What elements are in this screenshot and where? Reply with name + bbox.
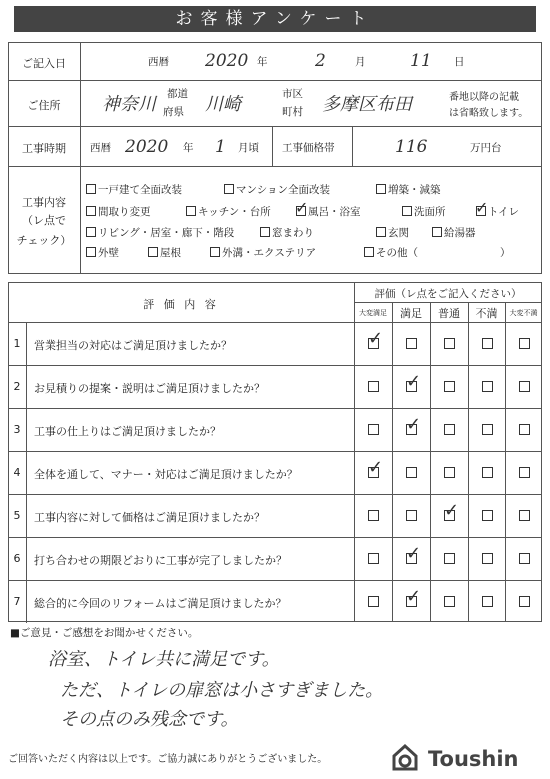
- address-note-1: 番地以降の記載: [449, 92, 519, 103]
- rating-checkbox[interactable]: [368, 510, 379, 521]
- work-option[interactable]: [364, 245, 418, 260]
- work-option[interactable]: [86, 204, 151, 219]
- rating-checkbox[interactable]: [444, 553, 455, 564]
- rating-col-header: 普通: [438, 307, 460, 320]
- entry-day: 11: [410, 51, 432, 71]
- rating-col-header: 不満: [475, 307, 498, 320]
- rating-checkbox[interactable]: [482, 381, 493, 392]
- row-divider: [8, 494, 542, 495]
- question-number: 2: [13, 380, 21, 393]
- rating-checkbox[interactable]: [368, 596, 379, 607]
- rating-checkbox[interactable]: [368, 424, 379, 435]
- row-divider: [8, 580, 542, 581]
- label-divider: [80, 42, 81, 274]
- row-divider: [8, 537, 542, 538]
- work-option[interactable]: [210, 245, 316, 260]
- number-divider: [26, 322, 27, 623]
- rating-col-header: 大変満足: [359, 309, 387, 317]
- checkbox[interactable]: [260, 227, 270, 237]
- work-label-1: 工事内容: [22, 196, 66, 209]
- comment-line-1: 浴室、トイレ共に満足です。: [48, 649, 280, 670]
- rating-checkbox[interactable]: [482, 338, 493, 349]
- rating-checkbox[interactable]: [519, 467, 530, 478]
- footer-thanks: ご回答いただく内容は以上です。ご協力誠にありがとうございました。: [8, 754, 328, 765]
- row-divider: [8, 408, 542, 409]
- work-option[interactable]: [86, 245, 119, 260]
- rating-checkbox[interactable]: [519, 596, 530, 607]
- rating-checkbox[interactable]: [519, 424, 530, 435]
- rating-header-divider: [354, 302, 542, 303]
- price-unit: 万円台: [470, 142, 502, 154]
- option-label: 間取り変更: [98, 206, 151, 218]
- header-divider: [8, 322, 542, 323]
- comment-line-3: その点のみ残念です。: [60, 709, 239, 730]
- question-number: 1: [13, 337, 21, 350]
- pref-unit-bottom: 府県: [163, 106, 184, 118]
- col-divider: [430, 302, 431, 622]
- option-label: リビング・居室・廊下・階段: [98, 227, 235, 239]
- option-label: 増築・減築: [388, 184, 441, 196]
- rating-header: 評価（レ点をご記入ください）: [374, 288, 522, 300]
- question-number: 6: [13, 552, 21, 565]
- period-era-label: 西暦: [90, 142, 111, 154]
- checkbox[interactable]: [86, 206, 96, 216]
- question-number: 7: [13, 595, 21, 608]
- address-prefecture: 神奈川: [102, 94, 156, 115]
- col-divider: [505, 302, 506, 622]
- work-option[interactable]: [186, 204, 271, 219]
- option-label: 屋根: [160, 247, 181, 259]
- checkbox[interactable]: [86, 227, 96, 237]
- option-label: 一戸建て全面改装: [98, 184, 182, 196]
- work-option[interactable]: [432, 225, 476, 240]
- question-number: 5: [13, 509, 21, 522]
- checkbox[interactable]: [432, 227, 442, 237]
- option-label: 風呂・浴室: [308, 206, 361, 218]
- period-label: 工事時期: [22, 142, 66, 155]
- city-unit-bottom: 町村: [282, 106, 303, 118]
- question-text: 工事内容に対して価格はご満足頂けましたか？: [34, 511, 265, 524]
- rating-checkbox[interactable]: [368, 381, 379, 392]
- address-label: ご住所: [27, 99, 61, 112]
- question-text: お見積りの提案・説明はご満足頂けましたか？: [34, 382, 265, 395]
- rating-checkbox[interactable]: [482, 510, 493, 521]
- col-divider: [392, 302, 393, 622]
- price-divider: [272, 126, 273, 166]
- work-option[interactable]: [86, 225, 234, 240]
- rating-checkbox[interactable]: [482, 553, 493, 564]
- question-text: 打ち合わせの期限どおりに工事が完了しましたか？: [34, 554, 287, 567]
- option-label: その他（: [376, 247, 418, 259]
- work-option[interactable]: [376, 225, 409, 240]
- rating-checkbox[interactable]: [444, 381, 455, 392]
- check-mark-icon: ✓: [368, 457, 384, 478]
- row-divider: [8, 451, 542, 452]
- check-mark-icon: ✓: [406, 414, 422, 435]
- address-area: 多摩区布田: [322, 94, 412, 115]
- period-month-unit: 月頃: [238, 142, 259, 154]
- rating-divider: [354, 282, 355, 622]
- checkbox[interactable]: [224, 184, 234, 194]
- work-option[interactable]: [148, 245, 181, 260]
- checkbox[interactable]: [86, 184, 96, 194]
- rating-checkbox[interactable]: [519, 510, 530, 521]
- question-text: 営業担当の対応はご満足頂けましたか？: [34, 339, 232, 352]
- period-year: 2020: [125, 137, 169, 157]
- checkbox[interactable]: [86, 247, 96, 257]
- check-mark-icon: ✓: [406, 543, 422, 564]
- rating-checkbox[interactable]: [482, 424, 493, 435]
- rating-checkbox[interactable]: [519, 338, 530, 349]
- question-text: 全体を通して、マナー・対応はご満足頂けましたか？: [34, 468, 298, 481]
- row-divider: [8, 166, 542, 167]
- option-label: 玄関: [388, 227, 409, 239]
- checkbox[interactable]: [402, 206, 412, 216]
- checkbox[interactable]: [376, 184, 386, 194]
- work-option[interactable]: [376, 182, 441, 197]
- option-label: 外壁: [98, 247, 119, 259]
- checkbox[interactable]: [210, 247, 220, 257]
- option-label: キッチン・台所: [198, 206, 271, 218]
- work-option[interactable]: [402, 204, 446, 219]
- comment-line-2: ただ、トイレの扉窓は小さすぎました。: [60, 680, 384, 701]
- period-year-unit: 年: [183, 142, 194, 154]
- entry-year: 2020: [205, 51, 249, 71]
- work-label-3: チェック）: [16, 234, 72, 247]
- other-close: ）: [500, 247, 511, 259]
- col-divider: [468, 302, 469, 622]
- option-label: トイレ: [488, 206, 519, 218]
- row-divider: [8, 80, 542, 81]
- check-mark-icon: ✓: [295, 198, 309, 217]
- option-label: 給湯器: [444, 227, 476, 239]
- rating-checkbox[interactable]: [444, 338, 455, 349]
- rating-checkbox[interactable]: [482, 467, 493, 478]
- evaluation-table: [8, 282, 542, 622]
- question-number: 4: [13, 466, 21, 479]
- rating-checkbox[interactable]: [519, 553, 530, 564]
- content-header: 評 価 内 容: [143, 298, 219, 311]
- rating-checkbox[interactable]: [444, 467, 455, 478]
- rating-col-header: 大変不満: [509, 309, 538, 317]
- work-option[interactable]: [224, 182, 330, 197]
- check-mark-icon: ✓: [475, 198, 489, 217]
- price-value-divider: [352, 126, 353, 166]
- entry-month: 2: [315, 51, 326, 71]
- city-unit-top: 市区: [282, 88, 303, 100]
- row-divider: [8, 365, 542, 366]
- rating-col-header: 満足: [400, 307, 422, 320]
- check-mark-icon: ✓: [406, 586, 422, 607]
- rating-checkbox[interactable]: [406, 338, 417, 349]
- entry-day-unit: 日: [454, 56, 465, 68]
- rating-checkbox[interactable]: [406, 510, 417, 521]
- price-value: 116: [395, 137, 428, 157]
- option-label: 外溝・エクステリア: [222, 247, 317, 259]
- check-mark-icon: ✓: [406, 371, 422, 392]
- entry-era-label: 西暦: [148, 56, 169, 68]
- work-label-2: （レ点で: [22, 214, 66, 227]
- option-label: マンション全面改装: [236, 184, 331, 196]
- period-month: 1: [215, 137, 226, 157]
- option-label: 窓まわり: [272, 227, 314, 239]
- work-option[interactable]: [86, 182, 182, 197]
- checkbox[interactable]: [186, 206, 196, 216]
- option-label: 洗面所: [414, 206, 446, 218]
- brand-name: Toushin: [428, 747, 519, 771]
- page-title: お客様アンケート: [14, 6, 536, 32]
- rating-checkbox[interactable]: [482, 596, 493, 607]
- comments-label: ■ご意見・ご感想をお聞かせください。: [10, 627, 199, 639]
- pref-unit-top: 都道: [167, 88, 188, 100]
- price-label: 工事価格帯: [282, 142, 335, 154]
- checkbox[interactable]: [376, 227, 386, 237]
- entry-month-unit: 月: [355, 56, 366, 68]
- row-divider: [8, 126, 542, 127]
- question-text: 総合的に今回のリフォームはご満足頂けましたか？: [34, 597, 287, 610]
- entry-year-unit: 年: [257, 56, 268, 68]
- checkbox[interactable]: [148, 247, 158, 257]
- work-option[interactable]: [260, 225, 314, 240]
- rating-checkbox[interactable]: [519, 381, 530, 392]
- question-number: 3: [13, 423, 21, 436]
- question-text: 工事の仕上りはご満足頂けましたか？: [34, 425, 221, 438]
- rating-checkbox[interactable]: [444, 424, 455, 435]
- check-mark-icon: ✓: [368, 328, 384, 349]
- checkbox[interactable]: [364, 247, 374, 257]
- address-note-2: は省略致します。: [449, 108, 529, 119]
- entry-date-label: ご記入日: [22, 57, 66, 70]
- rating-checkbox[interactable]: [444, 596, 455, 607]
- rating-checkbox[interactable]: [368, 553, 379, 564]
- rating-checkbox[interactable]: [406, 467, 417, 478]
- address-city: 川崎: [205, 94, 241, 115]
- toushin-logo-icon: [390, 742, 420, 772]
- check-mark-icon: ✓: [444, 500, 460, 521]
